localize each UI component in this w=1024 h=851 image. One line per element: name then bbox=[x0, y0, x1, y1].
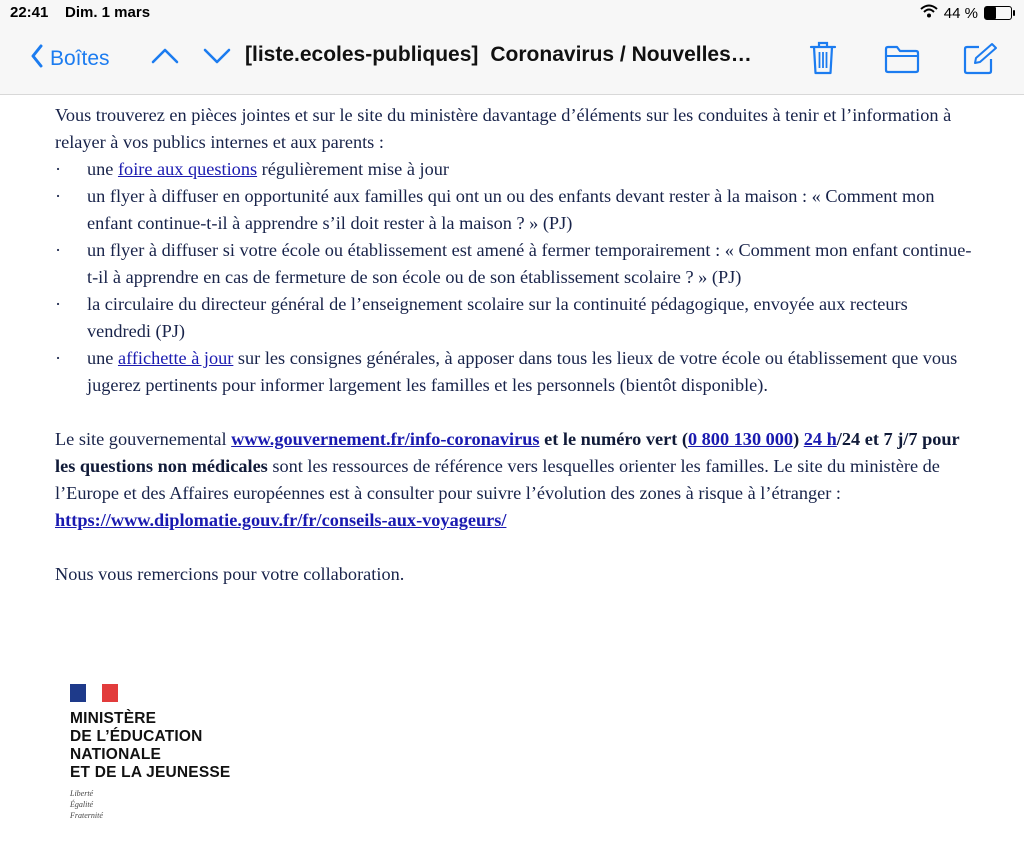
list-item bbox=[55, 237, 975, 291]
flag-white bbox=[86, 684, 102, 702]
paragraph-spacer bbox=[55, 399, 975, 426]
logo-line: MINISTÈRE bbox=[70, 710, 157, 727]
hours-link[interactable]: 24 h bbox=[803, 429, 837, 449]
flag-blue bbox=[70, 684, 86, 702]
closing-paragraph: Nous vous remercions pour votre collaboration. bbox=[55, 564, 405, 584]
motto-line: Égalité bbox=[70, 800, 94, 809]
chevron-down-icon bbox=[202, 53, 232, 70]
bullet-dot: · bbox=[55, 240, 62, 260]
logo-line: ET DE LA JEUNESSE bbox=[70, 764, 231, 781]
diplomatie-link[interactable]: https://www.diplomatie.gouv.fr/fr/conseils-aux-voyageurs/ bbox=[55, 510, 507, 530]
phone-link[interactable]: 0 800 130 000 bbox=[687, 429, 794, 449]
bullet-dot: · bbox=[55, 348, 62, 368]
wifi-icon bbox=[920, 4, 938, 22]
battery-icon bbox=[984, 6, 1012, 20]
paragraph-text: sont les ressources de référence vers lesquelles orienter les familles. Le site du ministère de l’Europe et des Affaires européennes est à consulter pour suivre l’évolution des zones à risque à l’étranger : bbox=[55, 456, 940, 503]
list-item-text: une bbox=[87, 159, 118, 179]
poster-link[interactable]: affichette à jour bbox=[117, 348, 234, 368]
status-date: Dim. 1 mars bbox=[65, 4, 151, 21]
next-message-button[interactable] bbox=[202, 46, 232, 71]
back-button-label: Boîtes bbox=[50, 47, 110, 70]
list-item-text: une bbox=[87, 348, 118, 368]
message-title bbox=[245, 43, 752, 67]
status-bar bbox=[0, 0, 1024, 28]
trash-button[interactable] bbox=[808, 40, 838, 81]
message-body bbox=[55, 102, 975, 588]
motto-line: Fraternité bbox=[70, 811, 103, 820]
attachments-list bbox=[55, 156, 975, 399]
chevron-up-icon bbox=[150, 53, 180, 70]
list-item-text: régulièrement mise à jour bbox=[257, 159, 449, 179]
list-item-text: sur les consignes générales, à apposer dans tous les lieux de votre école ou établissement que vous jugerez pertinents pour informer largement les familles et les personnels (bientôt disponible). bbox=[87, 348, 958, 395]
logo-line: DE L’ÉDUCATION bbox=[70, 728, 203, 745]
list-item-text: la circulaire du directeur général de l’enseignement scolaire sur la continuité pédagogique, envoyée aux recteurs vendredi (PJ) bbox=[87, 294, 908, 341]
list-item-text: un flyer à diffuser si votre école ou établissement est amené à fermer temporairement : « Comment mon enfant continue-t-il à apprendre en cas de fermeture de son école ou de son établissement scolaire ? » (PJ) bbox=[87, 240, 972, 287]
list-item-text: un flyer à diffuser en opportunité aux familles qui ont un ou des enfants devant rester à la maison : « Comment mon enfant continue-t-il à apprendre s’il doit rester à la maison ? » (PJ) bbox=[87, 186, 935, 233]
message-subject: Coronavirus / Nouvelles… bbox=[490, 43, 752, 66]
status-indicators bbox=[920, 4, 1012, 22]
list-item bbox=[55, 291, 975, 345]
list-item bbox=[55, 183, 975, 237]
paragraph-text: Le site gouvernemental bbox=[55, 429, 232, 449]
compose-button[interactable] bbox=[962, 42, 998, 81]
gouvernement-link[interactable]: www.gouvernement.fr/info-coronavirus bbox=[231, 429, 540, 449]
mail-toolbar bbox=[0, 28, 1024, 95]
flag-red bbox=[102, 684, 118, 702]
previous-message-button[interactable] bbox=[150, 46, 180, 71]
move-to-folder-button[interactable] bbox=[884, 44, 920, 79]
faq-link[interactable]: foire aux questions bbox=[117, 159, 258, 179]
motto-line: Liberté bbox=[70, 789, 94, 798]
compose-icon bbox=[962, 63, 998, 80]
french-flag-icon bbox=[70, 684, 118, 702]
folder-icon bbox=[884, 61, 920, 78]
paragraph-text-bold: /24 et 7 j/7 pour les questions non médicales bbox=[55, 429, 960, 476]
intro-paragraph: Vous trouverez en pièces jointes et sur le site du ministère davantage d’éléments sur les conduites à tenir et l’information à relayer à vos publics internes et aux parents : bbox=[55, 105, 952, 152]
trash-icon bbox=[808, 63, 838, 80]
government-paragraph bbox=[55, 426, 975, 534]
battery-fill bbox=[985, 7, 996, 19]
bullet-dot: · bbox=[55, 186, 62, 206]
bullet-dot: · bbox=[55, 294, 62, 314]
chevron-left-icon bbox=[30, 44, 44, 74]
back-button[interactable] bbox=[30, 44, 110, 74]
mailing-list-name: [liste.ecoles-publiques] bbox=[245, 43, 479, 66]
ministry-logo bbox=[70, 684, 230, 821]
paragraph-text-bold: ) bbox=[793, 429, 804, 449]
list-item bbox=[55, 345, 975, 399]
paragraph-text-bold: et le numéro vert ( bbox=[539, 429, 688, 449]
republic-motto bbox=[70, 788, 230, 821]
battery-percent: 44 % bbox=[943, 4, 978, 22]
logo-line: NATIONALE bbox=[70, 746, 162, 763]
status-time: 22:41 bbox=[10, 4, 49, 21]
bullet-dot: · bbox=[55, 159, 62, 179]
paragraph-spacer bbox=[55, 534, 975, 561]
list-item bbox=[55, 156, 975, 183]
